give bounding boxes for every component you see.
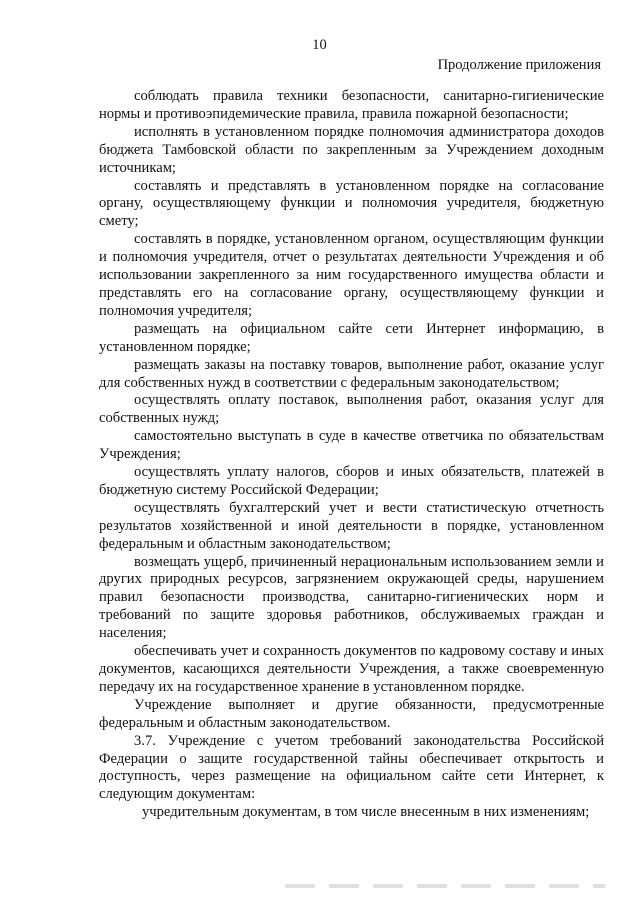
continuation-label: Продолжение приложения <box>437 57 601 73</box>
paragraph: самостоятельно выступать в суде в качестве ответчика по обязательствам Учреждения; <box>99 428 604 463</box>
paragraph: осуществлять бухгалтерский учет и вести статистическую отчетность результатов хозяйственной и иной деятельности в порядке, установленном федеральным и областным законодательством; <box>99 499 604 552</box>
paragraph: осуществлять уплату налогов, сборов и иных обязательств, платежей в бюджетную систему Российской Федерации; <box>99 464 604 498</box>
paragraph: учредительным документам, в том числе внесенным в них изменениям; <box>142 804 590 821</box>
section-paragraph: 3.7. Учреждение с учетом требований законодательства Российской Федерации о защите государственной тайны обеспечивает открытость и доступность, через размещение на официальном сайте сети Интернет, к следующим документам: <box>99 732 604 803</box>
scan-artifact <box>285 884 605 888</box>
paragraph: соблюдать правила техники безопасности, санитарно-гигиенические нормы и противоэпидемические правила, правила пожарной безопасности; <box>99 88 604 122</box>
page-number: 10 <box>312 37 327 53</box>
paragraph: осуществлять оплату поставок, выполнения работ, оказания услуг для собственных нужд; <box>99 392 604 427</box>
paragraph: исполнять в установленном порядке полномочия администратора доходов бюджета Тамбовской области по закрепленным за Учреждением доходным источникам; <box>99 123 604 176</box>
paragraph: возмещать ущерб, причиненный нерациональным использованием земли и других природных ресурсов, загрязнением окружающей среды, нарушением правил безопасности производства, санитарно-гигиенических норм и требований по защите здоровья работников, обслуживаемых граждан и населения; <box>99 553 604 642</box>
paragraph: составлять и представлять в установленном порядке на согласование органу, осуществляющему функции и полномочия учредителя, бюджетную смету; <box>99 177 604 230</box>
paragraph: обеспечивать учет и сохранность документов по кадровому составу и иных документов, касающихся деятельности Учреждения, а также своевременную передачу их на государственное хранение в установленном порядке. <box>99 643 604 695</box>
paragraph: Учреждение выполняет и другие обязанности, предусмотренные федеральным и областным законодательством. <box>99 696 604 731</box>
paragraph: размещать заказы на поставку товаров, выполнение работ, оказание услуг для собственных нужд в соответствии с федеральным законодательством; <box>99 356 604 391</box>
document-body <box>99 88 604 822</box>
paragraph: составлять в порядке, установленном органом, осуществляющим функции и полномочия учредителя, отчет о результатах деятельности Учреждения и об использовании закрепленного за ним государственного имущества области и представлять его на согласование органу, осуществляющему функции и полномочия учредителя; <box>99 231 604 319</box>
paragraph: размещать на официальном сайте сети Интернет информацию, в установленном порядке; <box>99 320 604 355</box>
